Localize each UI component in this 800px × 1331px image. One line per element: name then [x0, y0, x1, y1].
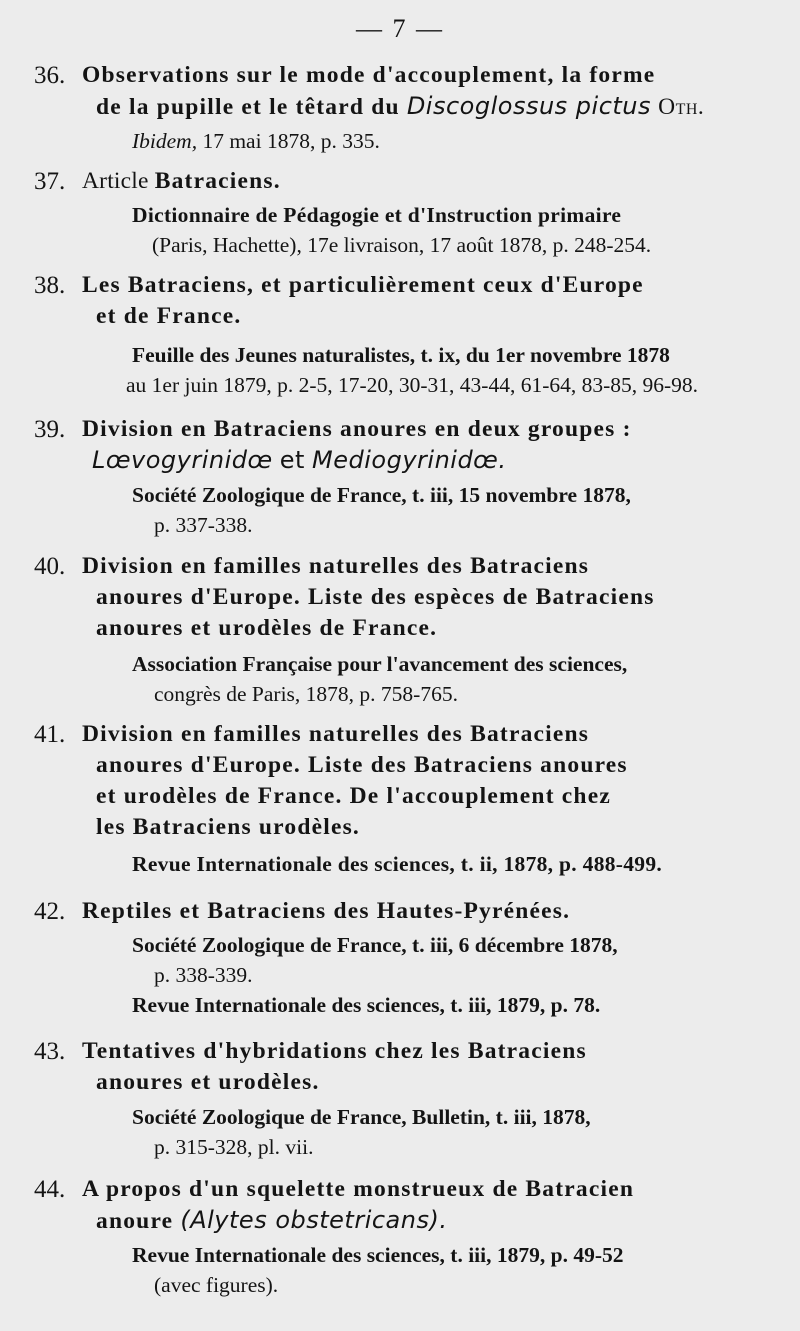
entry-title	[82, 719, 764, 843]
reference-line: au 1er juin 1879, p. 2-5, 17-20, 30-31, 43-44, 61-64, 83-85, 96-98.	[126, 373, 699, 397]
entry-reference	[132, 649, 764, 709]
title-line: Les Batraciens, et particulièrement ceux d'Europe	[82, 272, 644, 298]
entry-title	[82, 270, 764, 332]
entry-reference	[126, 340, 764, 400]
title-line: anoures d'Europe. Liste des espèces de Batraciens	[96, 584, 655, 610]
entry-reference	[132, 126, 764, 156]
reference-line: (Paris, Hachette), 17e livraison, 17 août 1878, p. 248-254.	[152, 233, 652, 257]
author-abbrev: Oth.	[658, 94, 705, 120]
reference-line: Feuille des Jeunes naturalistes, t. ix, du 1er novembre 1878	[132, 343, 670, 367]
conjunction: et	[279, 446, 305, 474]
entry-reference	[132, 1102, 764, 1162]
entry-number: 38.	[34, 272, 66, 299]
title-line: Division en Batraciens anoures en deux groupes :	[82, 416, 632, 442]
title-line: A propos d'un squelette monstrueux de Batracien	[82, 1176, 635, 1202]
entry-reference	[132, 1240, 764, 1300]
title-line: et de France.	[96, 303, 242, 329]
entry-number: 40.	[34, 553, 66, 580]
entry-title	[82, 166, 764, 197]
entry-title	[82, 896, 764, 927]
reference-line: Revue Internationale des sciences, t. ii, 1878, p. 488-499.	[132, 852, 663, 876]
title-line: Observations sur le mode d'accouplement, la forme	[82, 62, 656, 88]
entry-title	[82, 414, 764, 477]
title-line	[82, 91, 764, 123]
title-line: et urodèles de France. De l'accouplement chez	[96, 783, 611, 809]
reference-line: Société Zoologique de France, t. iii, 15 novembre 1878,	[132, 483, 631, 507]
reference-line: p. 315-328, pl. vii.	[154, 1135, 314, 1159]
reference-italic: Ibidem,	[132, 129, 198, 153]
title-line: Reptiles et Batraciens des Hautes-Pyrénées.	[82, 898, 571, 924]
title-line: Division en familles naturelles des Batraciens	[82, 721, 590, 747]
title-line: les Batraciens urodèles.	[96, 814, 360, 840]
entry-reference	[132, 930, 764, 1020]
reference-line: Société Zoologique de France, t. iii, 6 décembre 1878,	[132, 933, 618, 957]
entry-title	[82, 1036, 764, 1098]
entry-number: 41.	[34, 721, 66, 748]
entry-number: 42.	[34, 898, 66, 925]
page-number: — 7 —	[356, 14, 444, 43]
entry-number: 43.	[34, 1038, 66, 1065]
title-line: anoures d'Europe. Liste des Batraciens anoures	[96, 752, 628, 778]
title-bold: Batraciens.	[154, 168, 281, 194]
title-text: de la pupille et le têtard du	[96, 94, 400, 120]
entry-reference	[132, 200, 764, 230]
entry-reference	[152, 230, 764, 260]
title-line	[82, 1205, 764, 1237]
title-text: anoure	[96, 1208, 174, 1234]
reference-line: Revue Internationale des sciences, t. iii, 1879, p. 49-52	[132, 1243, 624, 1267]
entry-title	[82, 60, 764, 123]
reference-line: Dictionnaire de Pédagogie et d'Instruction primaire	[132, 203, 622, 227]
entry-reference	[132, 849, 764, 879]
entry-title	[82, 1174, 764, 1237]
species-name: Discoglossus pictus	[406, 92, 652, 120]
reference-text: 17 mai 1878, p. 335.	[197, 129, 380, 153]
reference-line: p. 338-339.	[154, 963, 253, 987]
reference-line: congrès de Paris, 1878, p. 758-765.	[154, 682, 458, 706]
reference-line: Revue Internationale des sciences, t. iii, 1879, p. 78.	[132, 993, 601, 1017]
species-name: Mediogyrinidœ.	[312, 446, 507, 474]
entry-number: 36.	[34, 62, 66, 89]
reference-line: p. 337-338.	[154, 513, 253, 537]
title-line: anoures et urodèles.	[96, 1069, 320, 1095]
reference-line: (avec figures).	[154, 1273, 279, 1297]
species-name: (Alytes obstetricans).	[180, 1206, 448, 1234]
entry-reference	[132, 480, 764, 540]
reference-line: Société Zoologique de France, Bulletin, t. iii, 1878,	[132, 1105, 591, 1129]
species-name: Lœvogyrinidœ	[92, 446, 273, 474]
entry-title	[82, 551, 764, 644]
title-line: Tentatives d'hybridations chez les Batraciens	[82, 1038, 587, 1064]
entry-number: 37.	[34, 168, 66, 195]
title-line: anoures et urodèles de France.	[96, 615, 438, 641]
title-text: Article	[82, 168, 149, 194]
entry-number: 39.	[34, 416, 66, 443]
reference-line: Association Française pour l'avancement des sciences,	[132, 652, 628, 676]
title-line: Division en familles naturelles des Batraciens	[82, 553, 590, 579]
entry-number: 44.	[34, 1176, 66, 1203]
title-line	[82, 445, 764, 477]
